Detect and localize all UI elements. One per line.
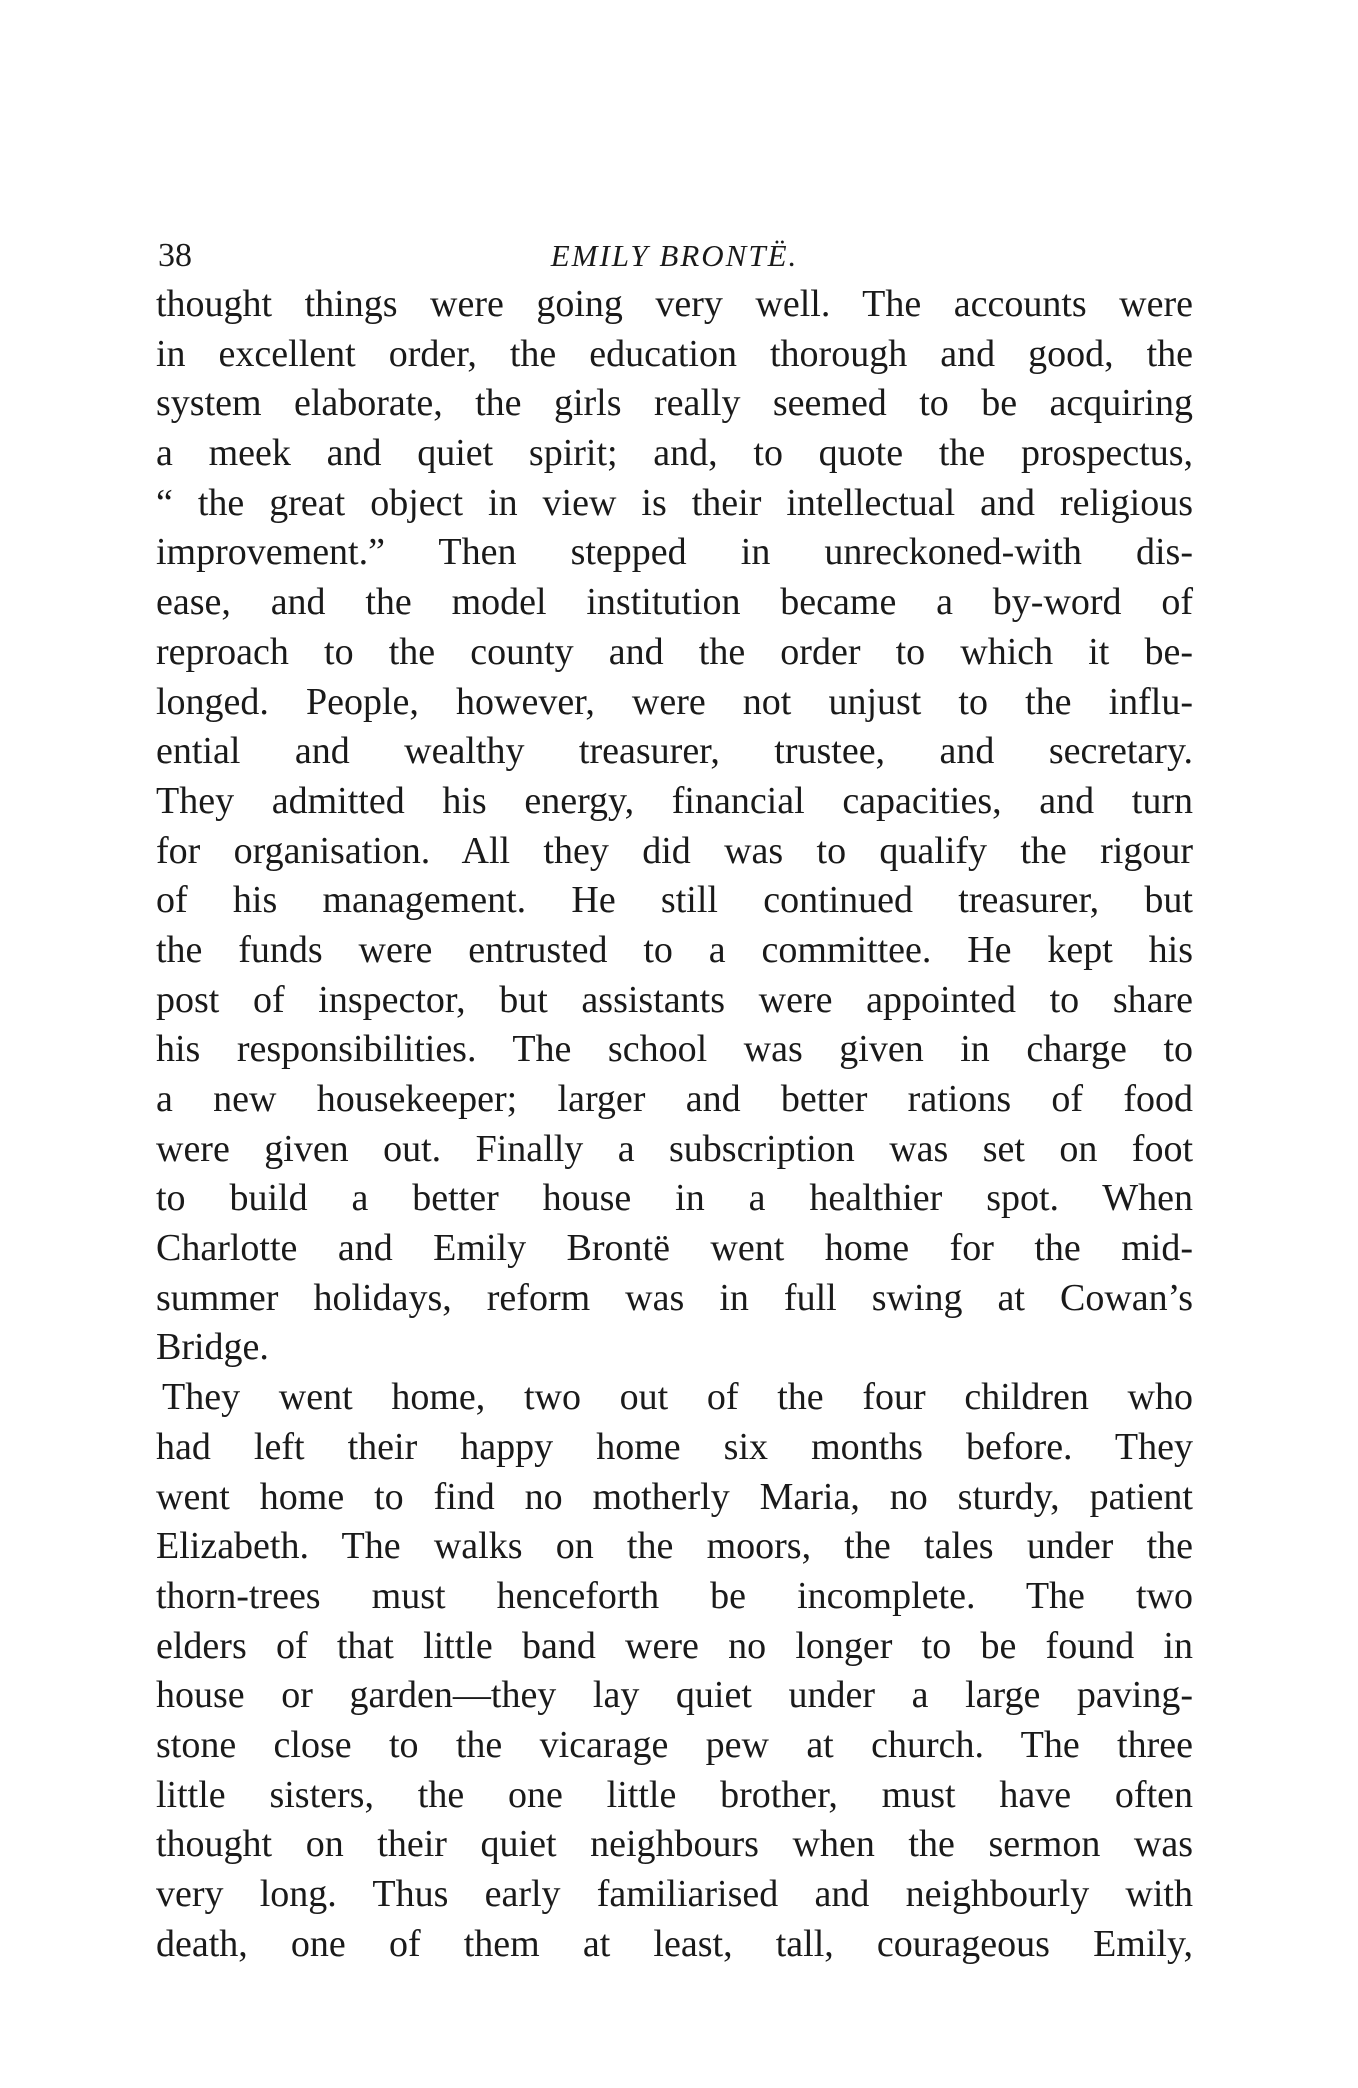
text-line: Elizabeth. The walks on the moors, the tales under the <box>156 1525 1193 1568</box>
text-line: house or garden—they lay quiet under a large paving- <box>156 1674 1193 1717</box>
page-number: 38 <box>158 237 192 274</box>
text-line: the funds were entrusted to a committee. He kept his <box>156 928 1193 971</box>
text-line: his responsibilities. The school was given in charge to <box>156 1028 1193 1071</box>
page-body <box>156 280 1193 1969</box>
text-line: had left their happy home six months before. They <box>156 1425 1193 1468</box>
text-line: a new housekeeper; larger and better rations of food <box>156 1078 1193 1120</box>
text-line: little sisters, the one little brother, must have often <box>156 1773 1193 1816</box>
text-line: They went home, two out of the four children who <box>162 1376 1193 1419</box>
text-line: thorn-trees must henceforth be incomplete. The two <box>156 1574 1193 1617</box>
text-line: stone close to the vicarage pew at church. The three <box>156 1723 1193 1766</box>
text-line: went home to find no motherly Maria, no sturdy, patient <box>156 1475 1193 1518</box>
text-line: a meek and quiet spirit; and, to quote the prospectus, <box>156 432 1193 475</box>
text-line: were given out. Finally a subscription was set on foot <box>156 1127 1193 1170</box>
text-line: ease, and the model institution became a by-word of <box>156 581 1193 624</box>
text-line: thought on their quiet neighbours when the sermon was <box>156 1823 1193 1866</box>
text-line: post of inspector, but assistants were appointed to share <box>156 978 1193 1021</box>
text-line: for organisation. All they did was to qualify the rigour <box>156 829 1193 872</box>
text-line: death, one of them at least, tall, courageous Emily, <box>156 1922 1193 1965</box>
text-line: reproach to the county and the order to which it be- <box>156 630 1193 673</box>
text-line: in excellent order, the education thorough and good, the <box>156 332 1193 375</box>
text-line: Bridge. <box>156 1326 269 1369</box>
text-line: longed. People, however, were not unjust to the influ- <box>156 680 1193 723</box>
running-title: EMILY BRONTË. <box>550 238 799 273</box>
text-line: thought things were going very well. The accounts were <box>156 283 1193 325</box>
text-line: summer holidays, reform was in full swing at Cowan’s <box>156 1276 1193 1319</box>
text-line: of his management. He still continued treasurer, but <box>156 879 1193 922</box>
text-line: They admitted his energy, financial capacities, and turn <box>156 779 1193 822</box>
text-line: Charlotte and Emily Brontë went home for the mid- <box>156 1227 1193 1270</box>
text-line: improvement.” Then stepped in unreckoned-with dis- <box>156 531 1193 574</box>
text-line: “ the great object in view is their intellectual and religious <box>156 481 1193 524</box>
text-line: system elaborate, the girls really seemed to be acquiring <box>156 382 1193 425</box>
text-line: to build a better house in a healthier spot. When <box>156 1177 1193 1220</box>
page-header <box>156 232 1193 280</box>
text-line: ential and wealthy treasurer, trustee, and secretary. <box>156 730 1193 773</box>
text-line: very long. Thus early familiarised and neighbourly with <box>156 1873 1193 1915</box>
text-line: elders of that little band were no longer to be found in <box>156 1624 1193 1667</box>
